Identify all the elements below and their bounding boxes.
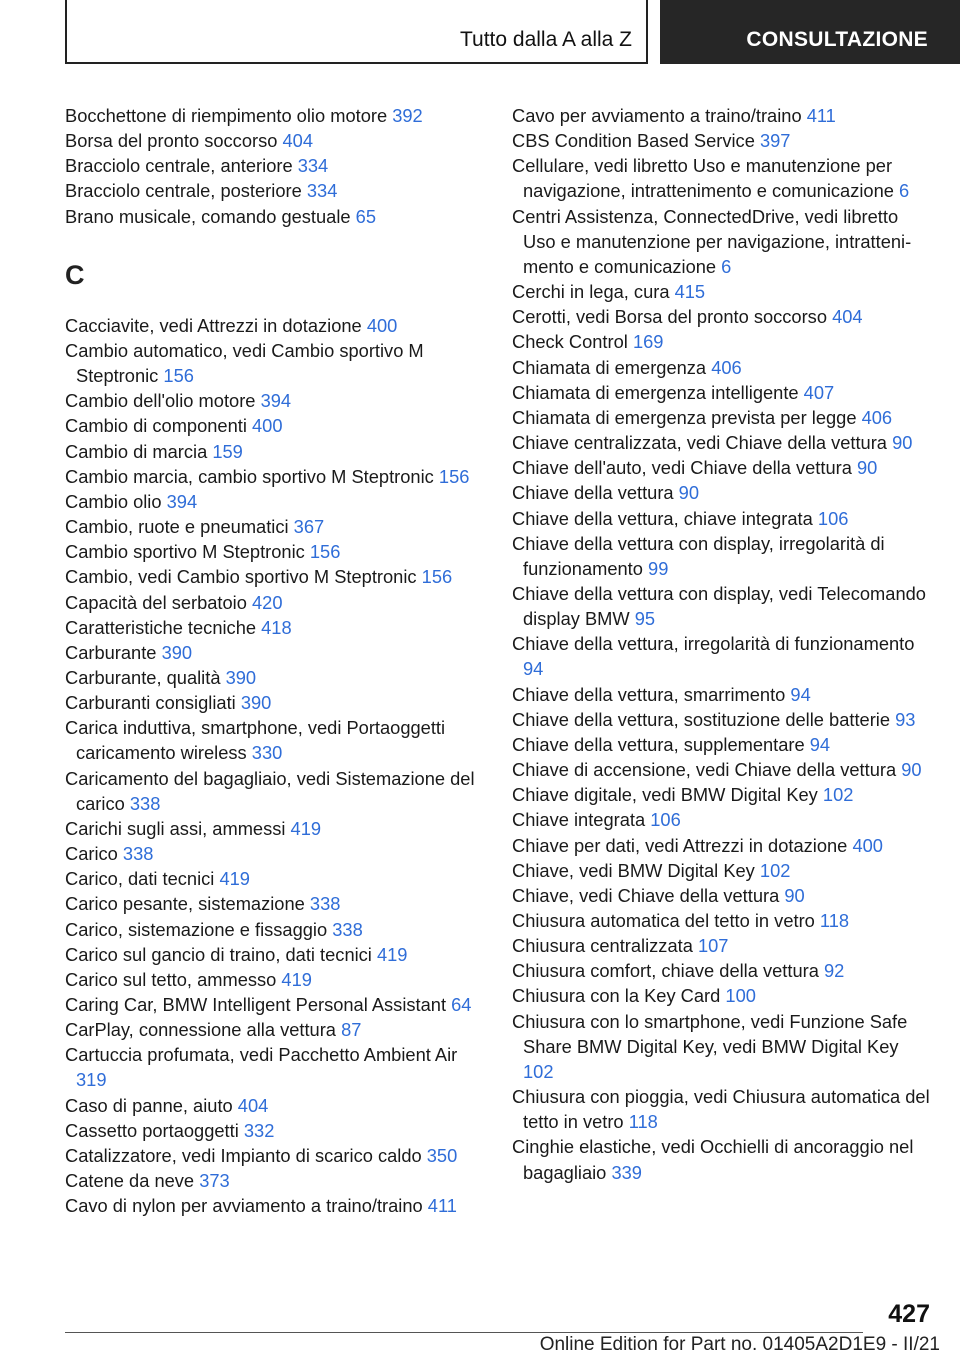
index-entry — [512, 782, 932, 807]
page-reference-link[interactable]: 339 — [611, 1161, 642, 1183]
entry-group-b — [65, 103, 490, 229]
page-reference-link[interactable]: 419 — [376, 943, 408, 965]
entry-text: Chiamata di emergenza — [512, 356, 707, 378]
page-reference-link[interactable]: 90 — [856, 457, 878, 479]
page-reference-link[interactable]: 419 — [281, 968, 312, 990]
entry-text: Chiamata di emergenza intelligente — [512, 381, 799, 403]
page-reference-link[interactable]: 102 — [523, 1060, 554, 1082]
entry-text: Caratteristiche tecniche — [65, 616, 257, 638]
index-entry — [65, 1168, 490, 1193]
page-reference-link[interactable]: 95 — [634, 608, 656, 630]
section-title: Tutto dalla A alla Z — [460, 28, 632, 51]
page-reference-link[interactable]: 394 — [260, 390, 292, 412]
entry-text: Cacciavite, vedi Attrezzi in dotazione — [65, 314, 362, 336]
entry-text: Chiave della vettura, chiave integrata — [512, 507, 813, 529]
index-entry — [512, 807, 932, 832]
page-reference-link[interactable]: 334 — [297, 155, 329, 177]
page-reference-link[interactable]: 397 — [759, 130, 791, 152]
index-entry — [65, 891, 490, 916]
index-entry — [512, 380, 932, 405]
page-reference-link[interactable]: 411 — [806, 105, 836, 126]
index-entry — [65, 1143, 490, 1168]
index-entry — [512, 153, 932, 203]
index-entry — [65, 615, 490, 640]
entry-text: Brano musicale, comando gestuale — [65, 205, 351, 227]
index-entry — [512, 279, 932, 304]
page-reference-link[interactable]: 156 — [421, 566, 453, 588]
page-reference-link[interactable]: 94 — [790, 683, 811, 705]
page-reference-link[interactable]: 102 — [822, 784, 854, 806]
index-entry — [512, 531, 932, 581]
page-reference-link[interactable]: 400 — [252, 415, 283, 437]
index-entry — [65, 204, 490, 229]
entry-text: Cerchi in lega, cura — [512, 281, 670, 303]
index-entry — [65, 640, 490, 665]
entry-text: Carico pesante, sistemazione — [65, 893, 305, 915]
entry-text: Chiave della vettura con display, vedi Telecomando display BMW — [512, 582, 926, 630]
index-entry — [512, 1134, 932, 1184]
entry-text: Caring Car, BMW Intelligent Personal Assistant — [65, 994, 447, 1015]
page-reference-link[interactable]: 90 — [892, 432, 913, 454]
section-header-box — [65, 0, 648, 64]
page-reference-link[interactable]: 102 — [759, 859, 791, 881]
page-reference-link[interactable]: 6 — [721, 255, 732, 277]
page-reference-link[interactable]: 350 — [426, 1144, 458, 1166]
index-entry — [65, 564, 490, 589]
entry-text: Bracciolo centrale, posteriore — [65, 180, 302, 202]
index-entry — [65, 489, 490, 514]
page-reference-link[interactable]: 418 — [261, 616, 292, 638]
page-reference-link[interactable]: 338 — [129, 792, 161, 814]
entry-text: Cassetto portaoggetti — [65, 1119, 239, 1141]
index-entry — [65, 413, 490, 438]
page-reference-link[interactable]: 106 — [817, 507, 849, 529]
entry-text: Chiusura con la Key Card — [512, 985, 721, 1007]
entry-text: Chiusura con pioggia, vedi Chiusura automatica del tetto in vetro — [512, 1086, 930, 1133]
entry-text: Carburanti consigliati — [65, 692, 236, 714]
entry-text: Carburante, qualità — [65, 666, 221, 688]
page-reference-link[interactable]: 390 — [225, 666, 257, 688]
entry-text: Cinghie elastiche, vedi Occhielli di ancoraggio nel bagagliaio — [512, 1136, 914, 1183]
entry-text: Carico sul gancio di traino, dati tecnici — [65, 943, 372, 965]
entry-text: Cambio di marcia — [65, 440, 208, 462]
index-entry — [65, 153, 490, 178]
entry-text: CBS Condition Based Service — [512, 130, 755, 152]
index-entry — [512, 455, 932, 480]
page-reference-link[interactable]: 156 — [163, 365, 194, 387]
page-reference-link[interactable]: 392 — [392, 105, 423, 126]
index-entry — [65, 388, 490, 413]
entry-text: Cambio sportivo M Steptronic — [65, 541, 305, 563]
entry-text: Cambio di componenti — [65, 415, 247, 437]
page-reference-link[interactable]: 107 — [697, 935, 729, 957]
index-entry — [65, 103, 490, 128]
page-reference-link[interactable]: 400 — [366, 314, 398, 336]
index-entry — [512, 883, 932, 908]
chapter-tab — [660, 0, 960, 64]
page-reference-link[interactable]: 94 — [809, 733, 831, 755]
entry-text: Chiave di accensione, vedi Chiave della vettura — [512, 759, 897, 781]
index-entry — [512, 480, 932, 505]
page-reference-link[interactable]: 406 — [711, 356, 742, 378]
page-reference-link[interactable]: 156 — [309, 541, 341, 563]
index-column-right — [512, 103, 932, 1185]
entry-text: Catalizzatore, vedi Impianto di scarico caldo — [65, 1144, 422, 1166]
index-entry — [512, 732, 932, 757]
entry-text: Catene da neve — [65, 1170, 195, 1192]
index-entry — [65, 816, 490, 841]
page-reference-link[interactable]: 407 — [803, 381, 835, 403]
index-entry — [65, 967, 490, 992]
page-reference-link[interactable]: 156 — [438, 465, 470, 487]
page-number: 427 — [888, 1300, 930, 1328]
page-reference-link[interactable]: 332 — [243, 1119, 275, 1141]
index-entry — [512, 682, 932, 707]
entry-text: Carico sul tetto, ammesso — [65, 968, 277, 990]
entry-text: Chiave, vedi Chiave della vettura — [512, 884, 780, 906]
index-entry — [65, 178, 490, 203]
chapter-title: CONSULTAZIONE — [746, 28, 928, 51]
entry-text: Borsa del pronto soccorso — [65, 130, 278, 152]
page-reference-link[interactable]: 94 — [523, 658, 544, 680]
entry-text: Chiave per dati, vedi Attrezzi in dotazione — [512, 834, 848, 856]
entry-text: Cerotti, vedi Borsa del pronto soccorso — [512, 306, 827, 328]
entry-text: Chiusura automatica del tetto in vetro — [512, 910, 815, 931]
page-reference-link[interactable]: 338 — [332, 918, 363, 940]
page-reference-link[interactable]: 90 — [901, 759, 922, 781]
index-entry — [512, 983, 932, 1008]
index-entry — [512, 581, 932, 631]
page-reference-link[interactable]: 90 — [784, 884, 805, 906]
page-reference-link[interactable]: 330 — [251, 742, 283, 764]
index-entry — [65, 917, 490, 942]
index-entry — [512, 631, 932, 681]
entry-text: CarPlay, connessione alla vettura — [65, 1019, 336, 1041]
index-entry — [65, 766, 490, 816]
index-entry — [65, 1093, 490, 1118]
index-entry — [512, 405, 932, 430]
edition-footer: Online Edition for Part no. 01405A2D1E9 - II/21 — [539, 1334, 940, 1355]
index-entry — [65, 1193, 490, 1218]
page-reference-link[interactable]: 406 — [861, 406, 893, 428]
entry-text: Carichi sugli assi, ammessi — [65, 817, 286, 839]
index-entry — [65, 439, 490, 464]
entry-text: Cambio, ruote e pneumatici — [65, 516, 289, 538]
index-entry — [65, 665, 490, 690]
entry-text: Carica induttiva, smartphone, vedi Portaoggetti caricamento wireless — [65, 717, 446, 764]
index-entry — [65, 1017, 490, 1042]
entry-text: Cellulare, vedi libretto Uso e manutenzione per navigazione, intrattenimento e comunicazione — [512, 155, 894, 202]
entry-text: Chiusura con lo smartphone, vedi Funzione Safe Share BMW Digital Key, vedi BMW Digital Key — [512, 1010, 908, 1057]
entry-text: Chiave della vettura, smarrimento — [512, 683, 786, 705]
entry-text: Cambio marcia, cambio sportivo M Steptronic — [65, 465, 434, 487]
page-reference-link[interactable]: 6 — [899, 180, 910, 202]
index-entry — [512, 103, 932, 128]
page-reference-link[interactable]: 415 — [674, 281, 706, 303]
index-entry — [512, 958, 932, 983]
entry-text: Chiusura comfort, chiave della vettura — [512, 960, 819, 982]
page-reference-link[interactable]: 419 — [290, 817, 322, 839]
page-reference-link[interactable]: 411 — [427, 1195, 457, 1217]
page-reference-link[interactable]: 390 — [161, 641, 193, 663]
page-reference-link[interactable]: 367 — [293, 516, 325, 538]
page-reference-link[interactable]: 169 — [632, 331, 664, 353]
entry-group-c-continued — [512, 103, 932, 1185]
index-entry — [65, 1118, 490, 1143]
entry-text: Chiamata di emergenza prevista per legge — [512, 406, 857, 428]
index-entry — [65, 539, 490, 564]
page-reference-link[interactable]: 106 — [650, 809, 681, 831]
entry-text: Caso di panne, aiuto — [65, 1094, 233, 1116]
entry-text: Bocchettone di riempimento olio motore — [65, 105, 388, 126]
index-entry — [65, 464, 490, 489]
entry-text: Chiave dell'auto, vedi Chiave della vettura — [512, 457, 852, 479]
entry-text: Carburante — [65, 641, 157, 663]
entry-text: Chiave centralizzata, vedi Chiave della vettura — [512, 432, 887, 454]
index-entry — [65, 1042, 490, 1092]
page-reference-link[interactable]: 159 — [212, 440, 243, 462]
entry-text: Cambio olio — [65, 490, 162, 512]
entry-text: Chiave integrata — [512, 809, 646, 831]
page-reference-link[interactable]: 404 — [282, 130, 313, 152]
page-header — [0, 0, 960, 66]
index-column-left — [65, 103, 490, 1218]
page-reference-link[interactable]: 373 — [199, 1170, 230, 1192]
entry-text: Centri Assistenza, ConnectedDrive, vedi libretto Uso e manutenzione per navigazione, intrattenimento e comunicazione — [512, 205, 912, 277]
footer-divider — [65, 1332, 863, 1333]
page-reference-link[interactable]: 64 — [451, 994, 472, 1015]
page-reference-link[interactable]: 90 — [678, 482, 700, 504]
page-reference-link[interactable]: 338 — [309, 893, 341, 915]
page-reference-link[interactable]: 93 — [895, 708, 916, 730]
entry-text: Check Control — [512, 331, 628, 353]
index-entry — [512, 757, 932, 782]
index-entry — [65, 866, 490, 891]
index-entry — [512, 1009, 932, 1084]
entry-text: Chiave della vettura — [512, 482, 674, 504]
index-entry — [512, 506, 932, 531]
page-reference-link[interactable]: 319 — [76, 1069, 107, 1091]
entry-text: Chiave della vettura con display, irregolarità di funzionamento — [512, 532, 885, 579]
entry-text: Cambio, vedi Cambio sportivo M Steptronic — [65, 566, 417, 588]
entry-text: Chiave della vettura, supplementare — [512, 733, 805, 755]
entry-text: Chiave digitale, vedi BMW Digital Key — [512, 784, 818, 806]
index-entry — [512, 933, 932, 958]
entry-text: Carico — [65, 843, 118, 865]
entry-text: Caricamento del bagagliaio, vedi Sistemazione del carico — [65, 767, 475, 814]
index-entry — [65, 313, 490, 338]
index-entry — [512, 329, 932, 354]
entry-text: Chiave, vedi BMW Digital Key — [512, 859, 755, 881]
entry-text: Cartuccia profumata, vedi Pacchetto Ambient Air — [65, 1044, 458, 1066]
index-entry — [512, 707, 932, 732]
entry-text: Capacità del serbatoio — [65, 591, 247, 613]
page-reference-link[interactable]: 420 — [252, 591, 283, 613]
index-entry — [512, 204, 932, 279]
entry-text: Cavo di nylon per avviamento a traino/traino — [65, 1195, 423, 1217]
entry-text: Carico, sistemazione e fissaggio — [65, 918, 328, 940]
index-entry — [512, 128, 932, 153]
entry-group-c — [65, 313, 490, 1219]
index-entry — [65, 690, 490, 715]
page-reference-link[interactable]: 338 — [122, 843, 154, 865]
index-entry — [512, 858, 932, 883]
index-entry — [512, 833, 932, 858]
page-reference-link[interactable]: 400 — [852, 834, 883, 856]
index-entry — [65, 514, 490, 539]
page-reference-link[interactable]: 92 — [823, 960, 845, 982]
page-reference-link[interactable]: 87 — [341, 1019, 362, 1041]
page-reference-link[interactable]: 404 — [237, 1094, 269, 1116]
entry-text: Cambio dell'olio motore — [65, 390, 256, 412]
index-entry — [65, 338, 490, 388]
index-entry — [65, 715, 490, 765]
index-entry — [65, 942, 490, 967]
index-entry — [65, 128, 490, 153]
entry-text: Cambio automatico, vedi Cambio sportivo M Steptronic — [65, 339, 424, 387]
entry-text: Chiave della vettura, irregolarità di funzionamento — [512, 633, 915, 655]
page-reference-link[interactable]: 118 — [628, 1111, 658, 1133]
index-entry — [512, 908, 932, 933]
index-entry — [512, 355, 932, 380]
index-entry — [512, 304, 932, 329]
page-reference-link[interactable]: 334 — [306, 180, 338, 202]
page-reference-link[interactable]: 65 — [355, 205, 376, 227]
entry-text: Bracciolo centrale, anteriore — [65, 155, 293, 177]
section-letter: C — [65, 259, 85, 290]
entry-text: Chiave della vettura, sostituzione delle batterie — [512, 708, 891, 730]
page-reference-link[interactable]: 394 — [166, 490, 198, 512]
page-reference-link[interactable]: 100 — [725, 985, 756, 1007]
page-reference-link[interactable]: 404 — [832, 306, 863, 328]
entry-text: Chiusura centralizzata — [512, 935, 693, 957]
index-entry — [65, 992, 490, 1017]
index-entry — [512, 1084, 932, 1134]
index-entry — [512, 430, 932, 455]
index-entry — [65, 841, 490, 866]
page-reference-link[interactable]: 118 — [819, 910, 850, 931]
page-reference-link[interactable]: 99 — [648, 557, 669, 579]
page-reference-link[interactable]: 390 — [240, 692, 272, 714]
entry-text: Cavo per avviamento a traino/traino — [512, 105, 802, 126]
index-entry — [65, 590, 490, 615]
entry-text: Carico, dati tecnici — [65, 868, 215, 890]
page-reference-link[interactable]: 419 — [219, 868, 250, 890]
